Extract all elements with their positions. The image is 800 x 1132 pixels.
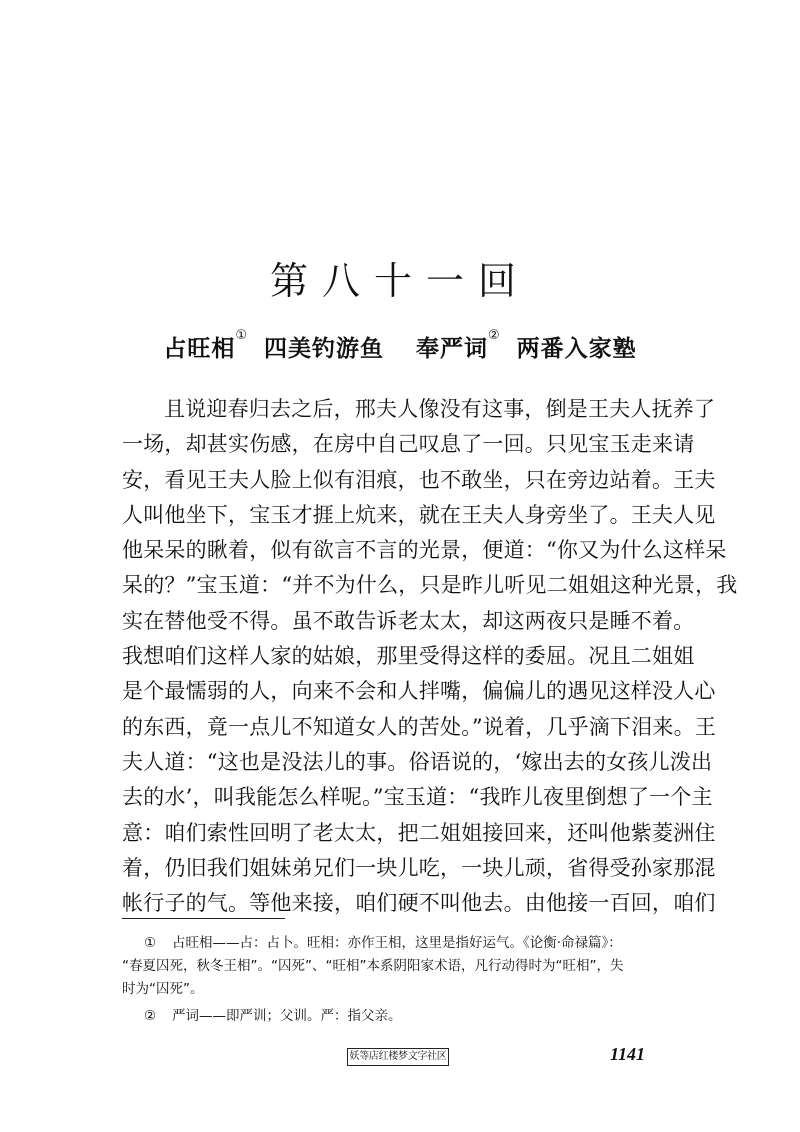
- footnotes: [122, 932, 697, 1028]
- body-line: 的东西，竟一点儿不知道女人的苦处。”说着，几乎滴下泪来。王: [122, 714, 717, 739]
- body-line: 且说迎春归去之后，邢夫人像没有这事，倒是王夫人抚养了: [164, 397, 716, 421]
- body-line: 呆的？”宝玉道：“并不为什么，只是昨儿听见二姐姐这种光景，我: [122, 573, 738, 598]
- body-text: [122, 392, 738, 921]
- body-line: 安，看见王夫人脸上似有泪痕，也不敢坐，只在旁边站着。王夫: [122, 467, 716, 492]
- footnote-divider: [122, 918, 285, 919]
- footnote-1-number: ①: [144, 935, 157, 951]
- footnote-2-number: ②: [144, 1008, 157, 1024]
- page-number: 1141: [610, 1044, 646, 1064]
- chapter-subtitle: [0, 330, 800, 363]
- body-line: 实在替他受不得。虽不敢告诉老太太，却这两夜只是睡不着。: [122, 608, 695, 633]
- body-line: 我想咱们这样人家的姑娘，那里受得这样的委屈。况且二姐姐: [122, 644, 695, 669]
- body-line: 人叫他坐下，宝玉才捱上炕来，就在王夫人身旁坐了。王夫人见: [122, 502, 716, 527]
- footnote-2: [122, 1005, 697, 1028]
- footnote-1: [122, 932, 697, 955]
- body-line: 去的水’，叫我能怎么样呢。”宝玉道：“我昨儿夜里倒想了一个主: [122, 785, 713, 810]
- body-line: 帐行子的气。等他来接，咱们硬不叫他去。由他接一百回，咱们: [122, 891, 716, 916]
- footnote-1-line: 占旺相——占：占卜。旺相：亦作王相，这里是指好运气。《论衡·命禄篇》：: [172, 935, 622, 951]
- body-line: 夫人道：“这也是没法儿的事。俗语说的，‘嫁出去的女孩儿泼出: [122, 749, 713, 774]
- footnote-1-line: “春夏囚死，秋冬王相”。“囚死”、“旺相”本系阴阳家术语，凡行动得时为“旺相”，失: [122, 958, 624, 974]
- body-line: 他呆呆的瞅着，似有欲言不言的光景，便道：“你又为什么这样呆: [122, 538, 727, 563]
- subtitle-part-4: 两番入家塾: [516, 336, 637, 362]
- footnote-1-line: 时为“囚死”。: [122, 981, 204, 997]
- chapter-title: 第八十一回: [269, 259, 530, 303]
- body-line: 一场，却甚实伤感，在房中自己叹息了一回。只见宝玉走来请: [122, 432, 695, 457]
- body-line: 着，仍旧我们姐妹弟兄们一块儿吃，一块儿顽，省得受孙家那混: [122, 855, 716, 880]
- body-line: 意：咱们索性回明了老太太，把二姐姐接回来，还叫他紫菱洲住: [122, 820, 716, 845]
- subtitle-part-2: 四美钓游鱼: [264, 336, 384, 362]
- watermark-stamp: 妖等店红楼梦文字社区: [347, 1048, 449, 1066]
- footnote-ref-1: ①: [235, 328, 248, 343]
- subtitle-part-1: 占旺相: [163, 336, 236, 362]
- body-line: 是个最懦弱的人，向来不会和人拌嘴，偏偏儿的遇见这样没人心: [122, 679, 716, 704]
- footnote-2-line: 严词——即严训；父训。严：指父亲。: [172, 1008, 402, 1024]
- footnote-ref-2: ②: [488, 328, 501, 343]
- subtitle-part-3: 奉严词: [416, 336, 488, 362]
